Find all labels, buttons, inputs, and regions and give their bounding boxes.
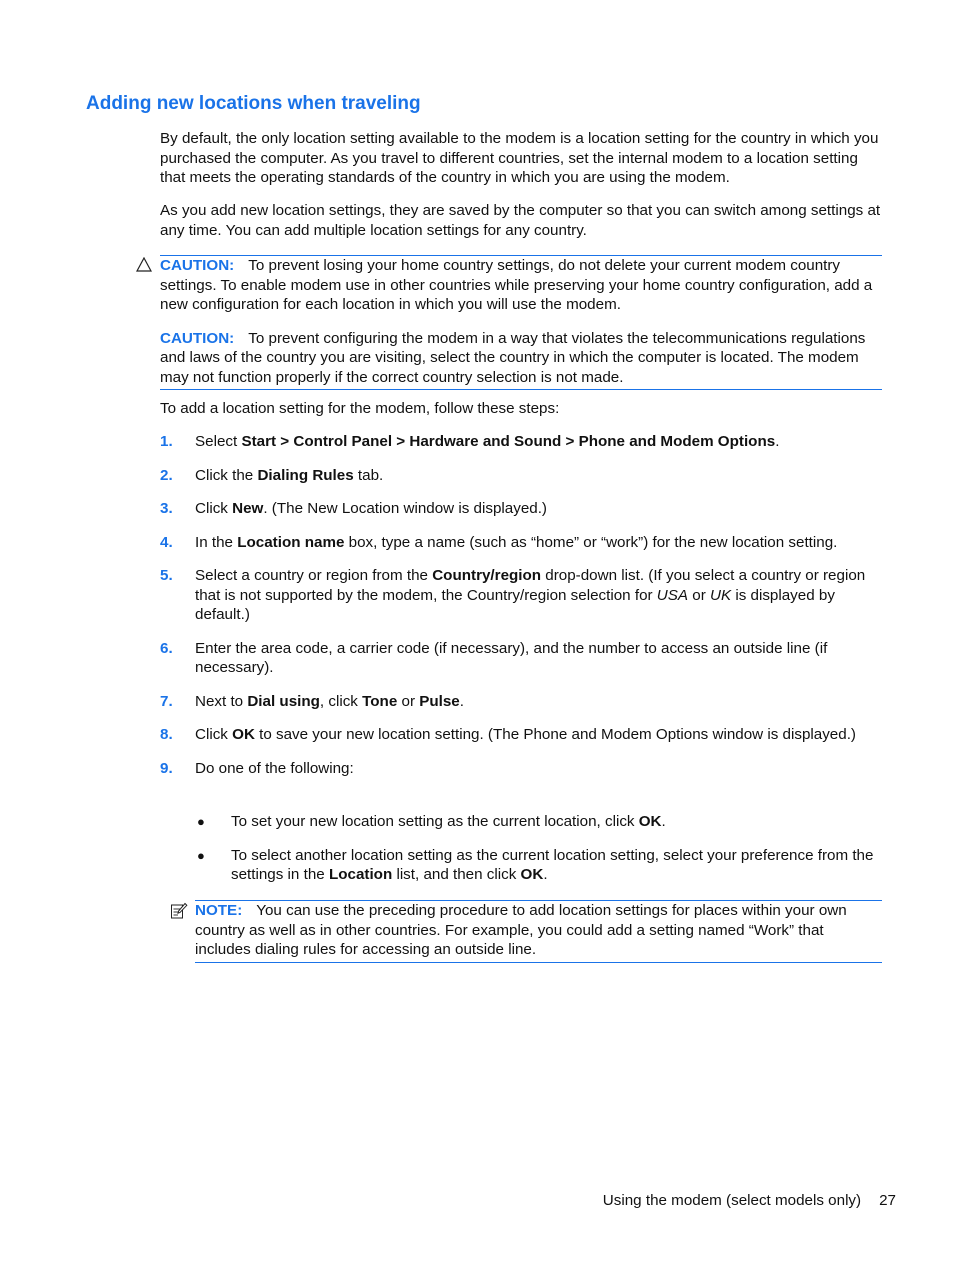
- note-pencil-icon: [170, 902, 188, 920]
- caution-box: [160, 255, 882, 390]
- step-number: 5.: [160, 567, 173, 584]
- step-item: [160, 466, 882, 486]
- text-run: tab.: [353, 466, 384, 484]
- intro-paragraph-1: By default, the only location setting available to the modem is a location setting for the country in which you purchased the computer. As you travel to different countries, set the internal modem to a location setting that meets the operating standards of the country in which you are using the modem.: [160, 130, 879, 186]
- step-number: 2.: [160, 466, 173, 484]
- bold-term: Tone: [362, 692, 398, 710]
- bold-term: Pulse: [419, 692, 460, 710]
- step-number: 4.: [160, 533, 173, 551]
- step-number: 8.: [160, 726, 173, 743]
- warning-triangle-icon: [136, 257, 152, 272]
- bold-term: OK: [232, 726, 255, 743]
- text-run: is displayed by default.): [195, 586, 835, 623]
- text-run: .: [661, 813, 666, 830]
- text-run: .: [459, 692, 464, 710]
- bold-term: OK: [638, 813, 662, 830]
- bullet-dot-icon: ●: [197, 847, 205, 863]
- caution-label: CAUTION:: [160, 257, 235, 274]
- text-run: or: [397, 692, 420, 710]
- caution-text: To prevent losing your home country settings, do not delete your current modem country settings. To enable modem use in other countries while preserving your home country configuration, add a new configuration for each location in which you will use the modem.: [160, 257, 873, 313]
- step-text: [195, 760, 354, 777]
- italic-term: USA: [656, 586, 689, 604]
- step-item: [160, 692, 882, 712]
- step-text: [195, 640, 827, 677]
- text-run: list, and then click: [392, 866, 521, 883]
- step-text: [195, 567, 865, 623]
- step-text: [195, 467, 383, 484]
- text-run: Select: [195, 433, 242, 450]
- bold-term: Location name: [237, 533, 345, 551]
- step-item: [160, 533, 882, 553]
- note-text: You can use the preceding procedure to add location settings for places within your own country as well as in other countries. For example, you could add a setting named “Work” that includes dialing rules for accessing an outside line.: [195, 902, 847, 958]
- text-run: Click the: [195, 466, 258, 484]
- steps-intro: To add a location setting for the modem, follow these steps:: [160, 400, 560, 417]
- caution-label: CAUTION:: [160, 329, 235, 347]
- text-run: Enter the area code, a carrier code (if necessary), and the number to access an outside line (if necessary).: [195, 639, 828, 676]
- bold-term: OK: [520, 866, 544, 883]
- bold-term: Start > Control Panel > Hardware and Sound > Phone and Modem Options: [241, 433, 776, 450]
- step-text: [195, 726, 856, 743]
- intro-paragraph-2: As you add new location settings, they are saved by the computer so that you can switch among settings at any time. You can add multiple location settings for any country.: [160, 202, 881, 239]
- bullet-dot-icon: ●: [197, 814, 205, 829]
- step-number: 6.: [160, 639, 173, 657]
- text-run: In the: [195, 533, 238, 551]
- step-item: [160, 725, 882, 745]
- text-run: To select another location setting as the current location setting, select your preference from the settings in the: [231, 846, 874, 883]
- footer-title: Using the modem (select models only): [602, 1192, 862, 1209]
- caution-paragraph: [160, 256, 882, 315]
- step-item: [160, 499, 882, 519]
- step-text: [195, 534, 837, 551]
- step-text: [195, 693, 464, 710]
- text-run: or: [688, 586, 710, 604]
- section-heading: Adding new locations when traveling: [86, 93, 421, 114]
- step-item: [160, 432, 882, 452]
- note-box: [195, 900, 882, 963]
- step-number: 9.: [160, 759, 173, 777]
- step-item: [160, 759, 882, 779]
- text-run: Click: [195, 500, 233, 517]
- caution-paragraph: [160, 329, 882, 388]
- text-run: to save your new location setting. (The Phone and Modem Options window is displayed.): [254, 726, 856, 743]
- step-number: 1.: [160, 433, 173, 450]
- text-run: , click: [319, 692, 363, 710]
- step-text: [195, 433, 779, 450]
- bullet-list: [195, 812, 882, 899]
- bullet-item: [195, 846, 882, 885]
- page-footer: [603, 1191, 896, 1211]
- text-run: Click: [195, 726, 233, 743]
- text-run: . (The New Location window is displayed.): [263, 500, 547, 517]
- text-run: Select a country or region from the: [195, 567, 433, 584]
- page-number: 27: [879, 1192, 896, 1209]
- text-run: box, type a name (such as “home” or “work”) for the new location setting.: [344, 533, 838, 551]
- step-text: [195, 500, 547, 517]
- steps-list: [160, 432, 882, 792]
- bold-term: Dialing Rules: [257, 466, 354, 484]
- bold-term: Location: [328, 866, 393, 883]
- note-label: NOTE:: [195, 902, 243, 919]
- text-run: .: [543, 866, 548, 883]
- step-item: [160, 639, 882, 678]
- text-run: Next to: [195, 692, 248, 710]
- caution-text: To prevent configuring the modem in a way that violates the telecommunications regulations and laws of the country you are visiting, select the country in which the computer is located. The modem may not function properly if the correct country selection is not made.: [160, 329, 866, 386]
- note-paragraph: [195, 901, 882, 960]
- text-run: .: [775, 433, 780, 450]
- step-item: [160, 566, 882, 625]
- bold-term: New: [232, 500, 264, 517]
- text-run: drop-down list. (If you select a country or region that is not supported by the modem, the Country/region selection for: [195, 567, 866, 604]
- step-number: 3.: [160, 500, 173, 517]
- text-run: To set your new location setting as the current location, click: [231, 813, 639, 830]
- bold-term: Country/region: [432, 567, 542, 584]
- italic-term: UK: [709, 586, 732, 604]
- bold-term: Dial using: [247, 692, 320, 710]
- step-number: 7.: [160, 692, 173, 710]
- text-run: Do one of the following:: [195, 759, 354, 777]
- bullet-item: [195, 812, 882, 832]
- bullet-text: [231, 847, 873, 884]
- bullet-text: [231, 813, 666, 830]
